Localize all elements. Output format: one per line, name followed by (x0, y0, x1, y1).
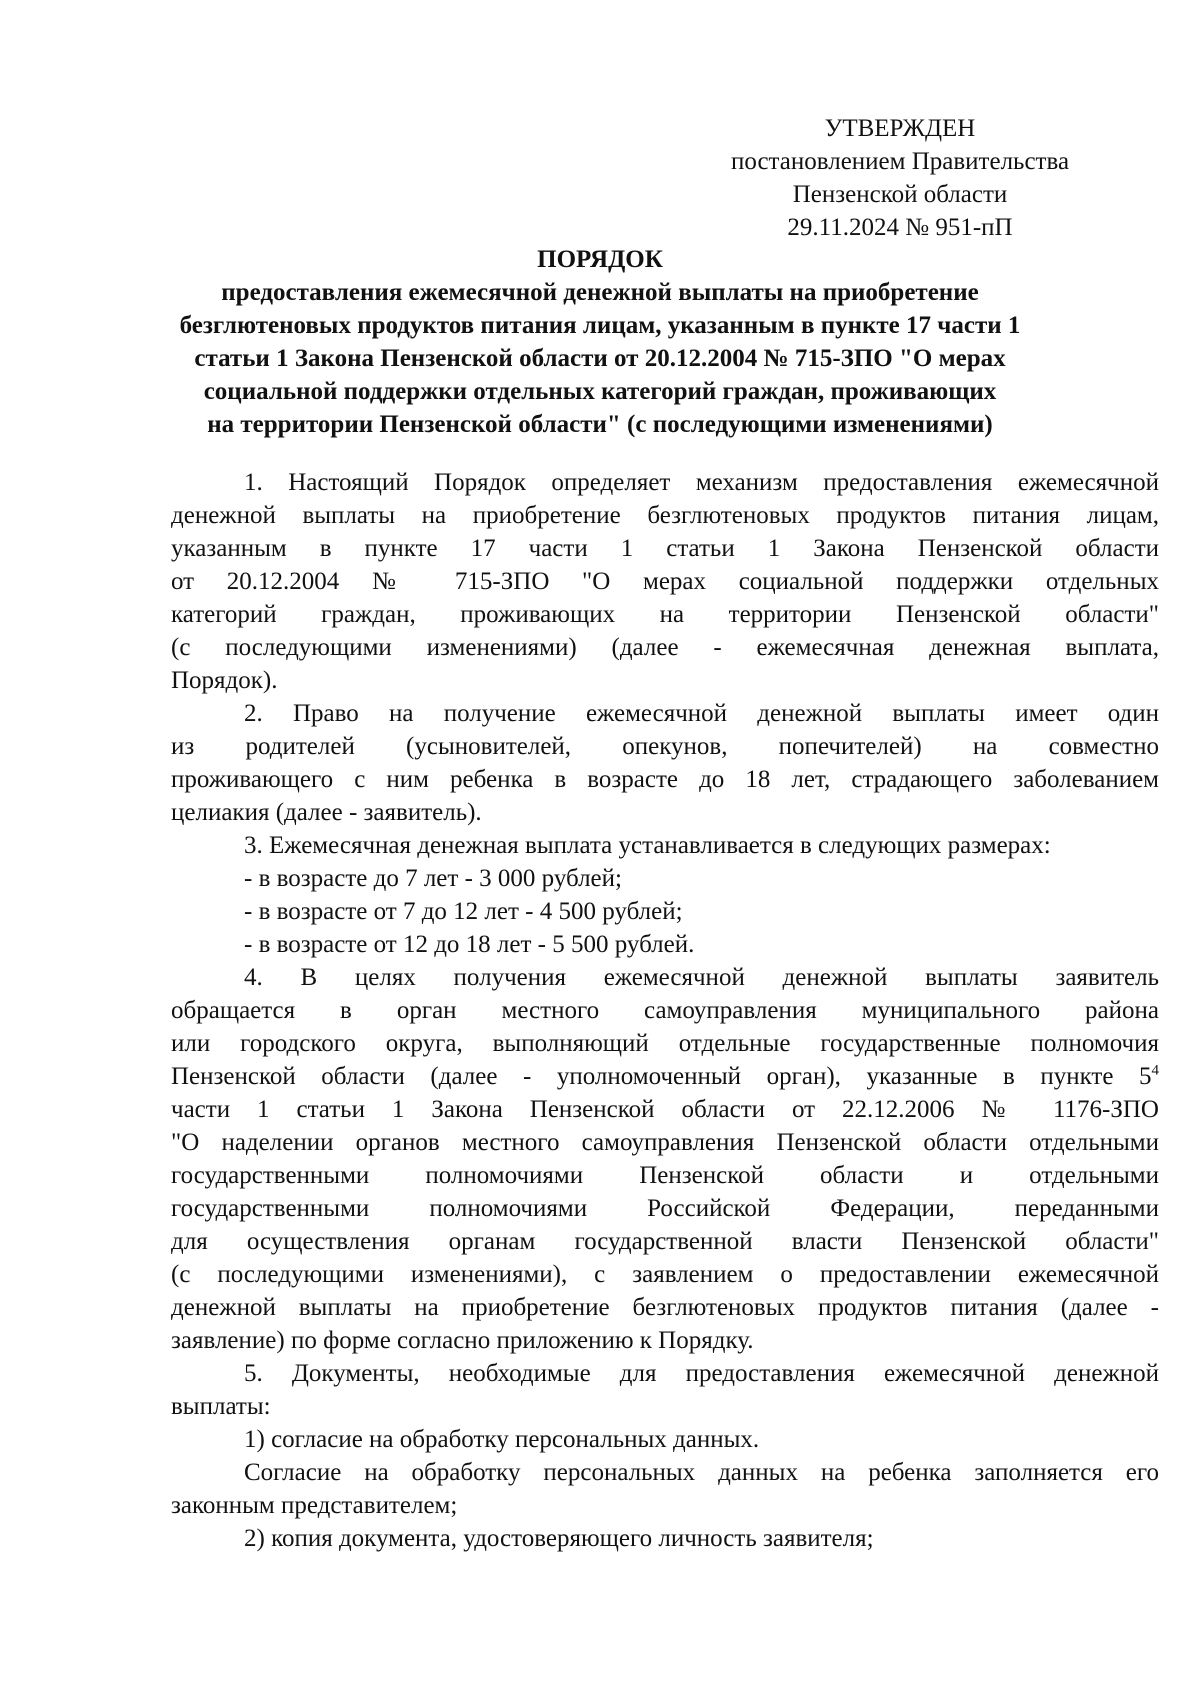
text-line: законным представителем; (171, 1492, 458, 1519)
paragraph-5 (171, 1357, 1159, 1555)
list-item: - в возрасте от 12 до 18 лет - 5 500 рублей. (244, 931, 695, 958)
title-line: социальной поддержки отдельных категорий граждан, проживающих (203, 378, 997, 405)
text-line: категорий граждан, проживающих на территории Пензенской области" (171, 601, 1159, 628)
text-line: денежной выплаты на приобретение безглютеновых продуктов питания лицам, (171, 502, 1159, 529)
text-line: целиакия (далее - заявитель). (171, 799, 482, 826)
list-item: - в возрасте до 7 лет - 3 000 рублей; (244, 865, 622, 892)
superscript: 4 (1151, 1062, 1159, 1079)
paragraph-1 (171, 466, 1159, 697)
text-line: или городского округа, выполняющий отдельные государственные полномочия (171, 1030, 1159, 1057)
approval-line: УТВЕРЖДЕН (824, 115, 976, 142)
text-line: из родителей (усыновителей, опекунов, попечителей) на совместно (171, 733, 1159, 760)
text-line: выплаты: (171, 1393, 271, 1420)
text-line: проживающего с ним ребенка в возрасте до 18 лет, страдающего заболеванием (171, 766, 1159, 793)
text-line (171, 1060, 1159, 1093)
approval-line: постановлением Правительства (730, 148, 1070, 175)
text-line: 1. Настоящий Порядок определяет механизм предоставления ежемесячной (244, 469, 1159, 496)
paragraph-4 (171, 961, 1159, 1357)
list-item: 2) копия документа, удостоверяющего личность заявителя; (244, 1525, 874, 1552)
document-title (150, 243, 1050, 441)
text-line: заявление) по форме согласно приложению к Порядку. (171, 1327, 754, 1354)
title-line: на территории Пензенской области" (с последующими изменениями) (207, 411, 993, 438)
title-line: безглютеновых продуктов питания лицам, указанным в пункте 17 части 1 (179, 312, 1021, 339)
text-line: обращается в орган местного самоуправления муниципального района (171, 997, 1159, 1024)
document-body (171, 466, 1159, 1555)
text-line: 2. Право на получение ежемесячной денежной выплаты имеет один (244, 700, 1159, 727)
text-line: денежной выплаты на приобретение безглютеновых продуктов питания (далее - (171, 1294, 1159, 1321)
text-line: указанным в пункте 17 части 1 статьи 1 Закона Пензенской области (171, 535, 1159, 562)
list-item: - в возрасте от 7 до 12 лет - 4 500 рублей; (244, 898, 683, 925)
text-line: "О наделении органов местного самоуправления Пензенской области отдельными (171, 1129, 1159, 1156)
text-fragment: Пензенской области (далее - уполномоченный орган), указанные в пункте 5 (171, 1063, 1152, 1090)
text-line: Согласие на обработку персональных данных на ребенка заполняется его (244, 1459, 1159, 1486)
approval-line: Пензенской области (792, 181, 1008, 208)
text-line: (с последующими изменениями) (далее - ежемесячная денежная выплата, (171, 634, 1159, 661)
text-line: для осуществления органам государственной власти Пензенской области" (171, 1228, 1159, 1255)
paragraph-2 (171, 697, 1159, 829)
title-heading: ПОРЯДОК (537, 246, 663, 273)
text-line: от 20.12.2004 № 715-ЗПО "О мерах социальной поддержки отдельных (171, 568, 1159, 595)
text-line: 4. В целях получения ежемесячной денежной выплаты заявитель (244, 964, 1159, 991)
title-line: предоставления ежемесячной денежной выплаты на приобретение (221, 279, 979, 306)
list-item: 1) согласие на обработку персональных данных. (244, 1426, 760, 1453)
text-line: государственными полномочиями Российской Федерации, переданными (171, 1195, 1159, 1222)
text-line: части 1 статьи 1 Закона Пензенской области от 22.12.2006 № 1176-ЗПО (171, 1096, 1159, 1123)
text-line: Порядок). (171, 667, 278, 694)
text-line: государственными полномочиями Пензенской области и отдельными (171, 1162, 1159, 1189)
approval-stamp (700, 112, 1100, 244)
paragraph-3 (171, 829, 1159, 961)
title-line: статьи 1 Закона Пензенской области от 20.12.2004 № 715-ЗПО "О мерах (194, 345, 1006, 372)
approval-line: 29.11.2024 № 951-пП (787, 214, 1013, 241)
text-line: 3. Ежемесячная денежная выплата устанавливается в следующих размерах: (244, 832, 1051, 859)
text-line: (с последующими изменениями), с заявлением о предоставлении ежемесячной (171, 1261, 1159, 1288)
text-line: 5. Документы, необходимые для предоставления ежемесячной денежной (244, 1360, 1159, 1387)
